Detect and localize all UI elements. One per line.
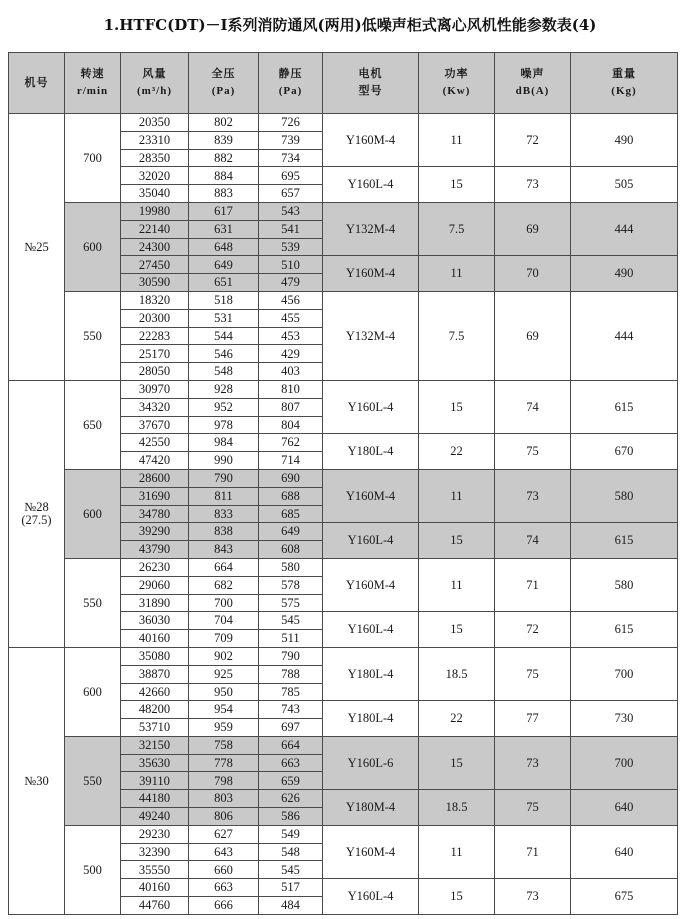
power-cell: 15 (419, 380, 495, 433)
flow-cell: 29230 (121, 825, 189, 843)
flow-cell: 44760 (121, 897, 189, 915)
flow-cell: 31890 (121, 594, 189, 612)
table-row (9, 647, 678, 665)
flow-cell: 19980 (121, 202, 189, 220)
total-pressure-cell: 884 (189, 167, 259, 185)
static-pressure-cell: 455 (259, 309, 323, 327)
page-title: 1.HTFC(DT)－Ⅰ系列消防通风(两用)低噪声柜式离心风机性能参数表(4) (103, 16, 597, 34)
noise-cell: 75 (495, 434, 571, 470)
table-body (9, 114, 678, 915)
motor-model-cell: Y160M-4 (323, 558, 419, 611)
header-motor: 电机 型号 (323, 53, 419, 114)
noise-cell: 74 (495, 380, 571, 433)
power-cell: 22 (419, 434, 495, 470)
flow-cell: 32020 (121, 167, 189, 185)
flow-cell: 39110 (121, 772, 189, 790)
static-pressure-cell: 785 (259, 683, 323, 701)
header-static-pressure: 静压 (Pa) (259, 53, 323, 114)
machine-label: №28 (24, 500, 49, 515)
power-cell: 18.5 (419, 647, 495, 700)
flow-cell: 23310 (121, 131, 189, 149)
flow-cell: 20350 (121, 114, 189, 132)
static-pressure-cell: 739 (259, 131, 323, 149)
flow-cell: 49240 (121, 808, 189, 826)
total-pressure-cell: 806 (189, 808, 259, 826)
motor-model-cell: Y180L-4 (323, 434, 419, 470)
total-pressure-cell: 704 (189, 612, 259, 630)
power-cell: 11 (419, 256, 495, 292)
total-pressure-cell: 839 (189, 131, 259, 149)
noise-cell: 77 (495, 701, 571, 737)
static-pressure-cell: 545 (259, 612, 323, 630)
total-pressure-cell: 663 (189, 879, 259, 897)
static-pressure-cell: 657 (259, 185, 323, 203)
total-pressure-cell: 833 (189, 505, 259, 523)
total-pressure-cell: 664 (189, 558, 259, 576)
weight-cell: 700 (571, 647, 678, 700)
motor-model-cell: Y160L-4 (323, 523, 419, 559)
noise-cell: 70 (495, 256, 571, 292)
noise-cell: 73 (495, 736, 571, 789)
total-pressure-cell: 952 (189, 398, 259, 416)
static-pressure-cell: 664 (259, 736, 323, 754)
table-row (9, 380, 678, 398)
static-pressure-cell: 804 (259, 416, 323, 434)
machine-label-sub: (27.5) (21, 512, 52, 527)
flow-cell: 42550 (121, 434, 189, 452)
total-pressure-cell: 643 (189, 843, 259, 861)
static-pressure-cell: 484 (259, 897, 323, 915)
flow-cell: 48200 (121, 701, 189, 719)
power-cell: 7.5 (419, 202, 495, 255)
total-pressure-cell: 990 (189, 452, 259, 470)
flow-cell: 29060 (121, 576, 189, 594)
flow-cell: 35080 (121, 647, 189, 665)
total-pressure-cell: 648 (189, 238, 259, 256)
power-cell: 11 (419, 469, 495, 522)
table-row (9, 469, 678, 487)
weight-cell: 615 (571, 380, 678, 433)
static-pressure-cell: 586 (259, 808, 323, 826)
header-speed: 转速 r/min (65, 53, 121, 114)
motor-model-cell: Y180M-4 (323, 790, 419, 826)
flow-cell: 28350 (121, 149, 189, 167)
static-pressure-cell: 543 (259, 202, 323, 220)
flow-cell: 38870 (121, 665, 189, 683)
motor-model-cell: Y160L-6 (323, 736, 419, 789)
total-pressure-cell: 954 (189, 701, 259, 719)
noise-cell: 69 (495, 291, 571, 380)
flow-cell: 22140 (121, 220, 189, 238)
static-pressure-cell: 714 (259, 452, 323, 470)
static-pressure-cell: 807 (259, 398, 323, 416)
total-pressure-cell: 803 (189, 790, 259, 808)
static-pressure-cell: 649 (259, 523, 323, 541)
table-row (9, 558, 678, 576)
speed-cell: 650 (65, 380, 121, 469)
static-pressure-cell: 578 (259, 576, 323, 594)
performance-table (8, 52, 678, 915)
power-cell: 15 (419, 879, 495, 915)
power-cell: 11 (419, 825, 495, 878)
total-pressure-cell: 548 (189, 363, 259, 381)
total-pressure-cell: 838 (189, 523, 259, 541)
noise-cell: 72 (495, 612, 571, 648)
flow-cell: 34320 (121, 398, 189, 416)
flow-cell: 28050 (121, 363, 189, 381)
speed-cell: 700 (65, 114, 121, 203)
machine-number (9, 380, 65, 647)
total-pressure-cell: 925 (189, 665, 259, 683)
static-pressure-cell: 663 (259, 754, 323, 772)
power-cell: 18.5 (419, 790, 495, 826)
total-pressure-cell: 882 (189, 149, 259, 167)
total-pressure-cell: 709 (189, 630, 259, 648)
total-pressure-cell: 531 (189, 309, 259, 327)
motor-model-cell: Y180L-4 (323, 647, 419, 700)
total-pressure-cell: 802 (189, 114, 259, 132)
total-pressure-cell: 631 (189, 220, 259, 238)
motor-model-cell: Y180L-4 (323, 701, 419, 737)
static-pressure-cell: 548 (259, 843, 323, 861)
flow-cell: 31690 (121, 487, 189, 505)
weight-cell: 615 (571, 523, 678, 559)
speed-cell: 600 (65, 469, 121, 558)
flow-cell: 39290 (121, 523, 189, 541)
static-pressure-cell: 549 (259, 825, 323, 843)
static-pressure-cell: 690 (259, 469, 323, 487)
weight-cell: 700 (571, 736, 678, 789)
static-pressure-cell: 695 (259, 167, 323, 185)
speed-cell: 600 (65, 202, 121, 291)
total-pressure-cell: 984 (189, 434, 259, 452)
power-cell: 11 (419, 558, 495, 611)
static-pressure-cell: 762 (259, 434, 323, 452)
power-cell: 15 (419, 736, 495, 789)
static-pressure-cell: 697 (259, 719, 323, 737)
total-pressure-cell: 682 (189, 576, 259, 594)
table-row (9, 736, 678, 754)
noise-cell: 73 (495, 879, 571, 915)
total-pressure-cell: 700 (189, 594, 259, 612)
noise-cell: 71 (495, 825, 571, 878)
flow-cell: 40160 (121, 879, 189, 897)
table-row (9, 114, 678, 132)
weight-cell: 730 (571, 701, 678, 737)
speed-cell: 600 (65, 647, 121, 736)
total-pressure-cell: 790 (189, 469, 259, 487)
table-row (9, 825, 678, 843)
flow-cell: 36030 (121, 612, 189, 630)
header-flow: 风量 (m³/h) (121, 53, 189, 114)
weight-cell: 490 (571, 256, 678, 292)
static-pressure-cell: 541 (259, 220, 323, 238)
header-total-pressure: 全压 (Pa) (189, 53, 259, 114)
total-pressure-cell: 518 (189, 291, 259, 309)
motor-model-cell: Y160L-4 (323, 879, 419, 915)
power-cell: 15 (419, 167, 495, 203)
static-pressure-cell: 688 (259, 487, 323, 505)
weight-cell: 444 (571, 202, 678, 255)
header-noise: 噪声 dB(A) (495, 53, 571, 114)
weight-cell: 505 (571, 167, 678, 203)
noise-cell: 75 (495, 647, 571, 700)
weight-cell: 670 (571, 434, 678, 470)
noise-cell: 69 (495, 202, 571, 255)
static-pressure-cell: 790 (259, 647, 323, 665)
weight-cell: 675 (571, 879, 678, 915)
flow-cell: 53710 (121, 719, 189, 737)
total-pressure-cell: 546 (189, 345, 259, 363)
total-pressure-cell: 627 (189, 825, 259, 843)
flow-cell: 42660 (121, 683, 189, 701)
speed-cell: 550 (65, 736, 121, 825)
weight-cell: 640 (571, 790, 678, 826)
header-power: 功率 (Kw) (419, 53, 495, 114)
noise-cell: 75 (495, 790, 571, 826)
flow-cell: 28600 (121, 469, 189, 487)
static-pressure-cell: 575 (259, 594, 323, 612)
motor-model-cell: Y132M-4 (323, 202, 419, 255)
flow-cell: 43790 (121, 541, 189, 559)
static-pressure-cell: 479 (259, 274, 323, 292)
total-pressure-cell: 902 (189, 647, 259, 665)
flow-cell: 47420 (121, 452, 189, 470)
total-pressure-cell: 651 (189, 274, 259, 292)
total-pressure-cell: 950 (189, 683, 259, 701)
static-pressure-cell: 453 (259, 327, 323, 345)
total-pressure-cell: 649 (189, 256, 259, 274)
noise-cell: 73 (495, 167, 571, 203)
noise-cell: 71 (495, 558, 571, 611)
power-cell: 15 (419, 612, 495, 648)
machine-number (9, 114, 65, 381)
total-pressure-cell: 544 (189, 327, 259, 345)
motor-model-cell: Y160M-4 (323, 825, 419, 878)
total-pressure-cell: 959 (189, 719, 259, 737)
flow-cell: 25170 (121, 345, 189, 363)
flow-cell: 35550 (121, 861, 189, 879)
total-pressure-cell: 928 (189, 380, 259, 398)
weight-cell: 580 (571, 469, 678, 522)
static-pressure-cell: 510 (259, 256, 323, 274)
power-cell: 15 (419, 523, 495, 559)
static-pressure-cell: 403 (259, 363, 323, 381)
total-pressure-cell: 978 (189, 416, 259, 434)
static-pressure-cell: 743 (259, 701, 323, 719)
header-machine: 机号 (9, 53, 65, 114)
static-pressure-cell: 726 (259, 114, 323, 132)
motor-model-cell: Y160M-4 (323, 469, 419, 522)
static-pressure-cell: 788 (259, 665, 323, 683)
total-pressure-cell: 843 (189, 541, 259, 559)
total-pressure-cell: 883 (189, 185, 259, 203)
static-pressure-cell: 539 (259, 238, 323, 256)
static-pressure-cell: 545 (259, 861, 323, 879)
flow-cell: 26230 (121, 558, 189, 576)
weight-cell: 640 (571, 825, 678, 878)
table-row (9, 291, 678, 309)
noise-cell: 74 (495, 523, 571, 559)
static-pressure-cell: 734 (259, 149, 323, 167)
table-header-row (9, 53, 678, 114)
flow-cell: 37670 (121, 416, 189, 434)
total-pressure-cell: 778 (189, 754, 259, 772)
table-row (9, 202, 678, 220)
speed-cell: 550 (65, 291, 121, 380)
total-pressure-cell: 758 (189, 736, 259, 754)
motor-model-cell: Y160L-4 (323, 380, 419, 433)
weight-cell: 490 (571, 114, 678, 167)
motor-model-cell: Y132M-4 (323, 291, 419, 380)
flow-cell: 34780 (121, 505, 189, 523)
power-cell: 11 (419, 114, 495, 167)
noise-cell: 72 (495, 114, 571, 167)
speed-cell: 550 (65, 558, 121, 647)
static-pressure-cell: 511 (259, 630, 323, 648)
machine-label: №25 (24, 239, 49, 254)
motor-model-cell: Y160M-4 (323, 256, 419, 292)
speed-cell: 500 (65, 825, 121, 914)
flow-cell: 35630 (121, 754, 189, 772)
machine-label: №30 (24, 773, 49, 788)
total-pressure-cell: 798 (189, 772, 259, 790)
flow-cell: 20300 (121, 309, 189, 327)
weight-cell: 580 (571, 558, 678, 611)
static-pressure-cell: 659 (259, 772, 323, 790)
motor-model-cell: Y160L-4 (323, 167, 419, 203)
static-pressure-cell: 580 (259, 558, 323, 576)
flow-cell: 30970 (121, 380, 189, 398)
static-pressure-cell: 429 (259, 345, 323, 363)
motor-model-cell: Y160M-4 (323, 114, 419, 167)
total-pressure-cell: 666 (189, 897, 259, 915)
power-cell: 22 (419, 701, 495, 737)
weight-cell: 444 (571, 291, 678, 380)
flow-cell: 35040 (121, 185, 189, 203)
flow-cell: 44180 (121, 790, 189, 808)
weight-cell: 615 (571, 612, 678, 648)
static-pressure-cell: 685 (259, 505, 323, 523)
static-pressure-cell: 810 (259, 380, 323, 398)
flow-cell: 24300 (121, 238, 189, 256)
flow-cell: 27450 (121, 256, 189, 274)
static-pressure-cell: 608 (259, 541, 323, 559)
total-pressure-cell: 811 (189, 487, 259, 505)
static-pressure-cell: 456 (259, 291, 323, 309)
total-pressure-cell: 617 (189, 202, 259, 220)
machine-number (9, 647, 65, 914)
flow-cell: 18320 (121, 291, 189, 309)
noise-cell: 73 (495, 469, 571, 522)
motor-model-cell: Y160L-4 (323, 612, 419, 648)
flow-cell: 30590 (121, 274, 189, 292)
power-cell: 7.5 (419, 291, 495, 380)
total-pressure-cell: 660 (189, 861, 259, 879)
header-weight: 重量 (Kg) (571, 53, 678, 114)
flow-cell: 40160 (121, 630, 189, 648)
flow-cell: 22283 (121, 327, 189, 345)
static-pressure-cell: 626 (259, 790, 323, 808)
flow-cell: 32150 (121, 736, 189, 754)
static-pressure-cell: 517 (259, 879, 323, 897)
flow-cell: 32390 (121, 843, 189, 861)
